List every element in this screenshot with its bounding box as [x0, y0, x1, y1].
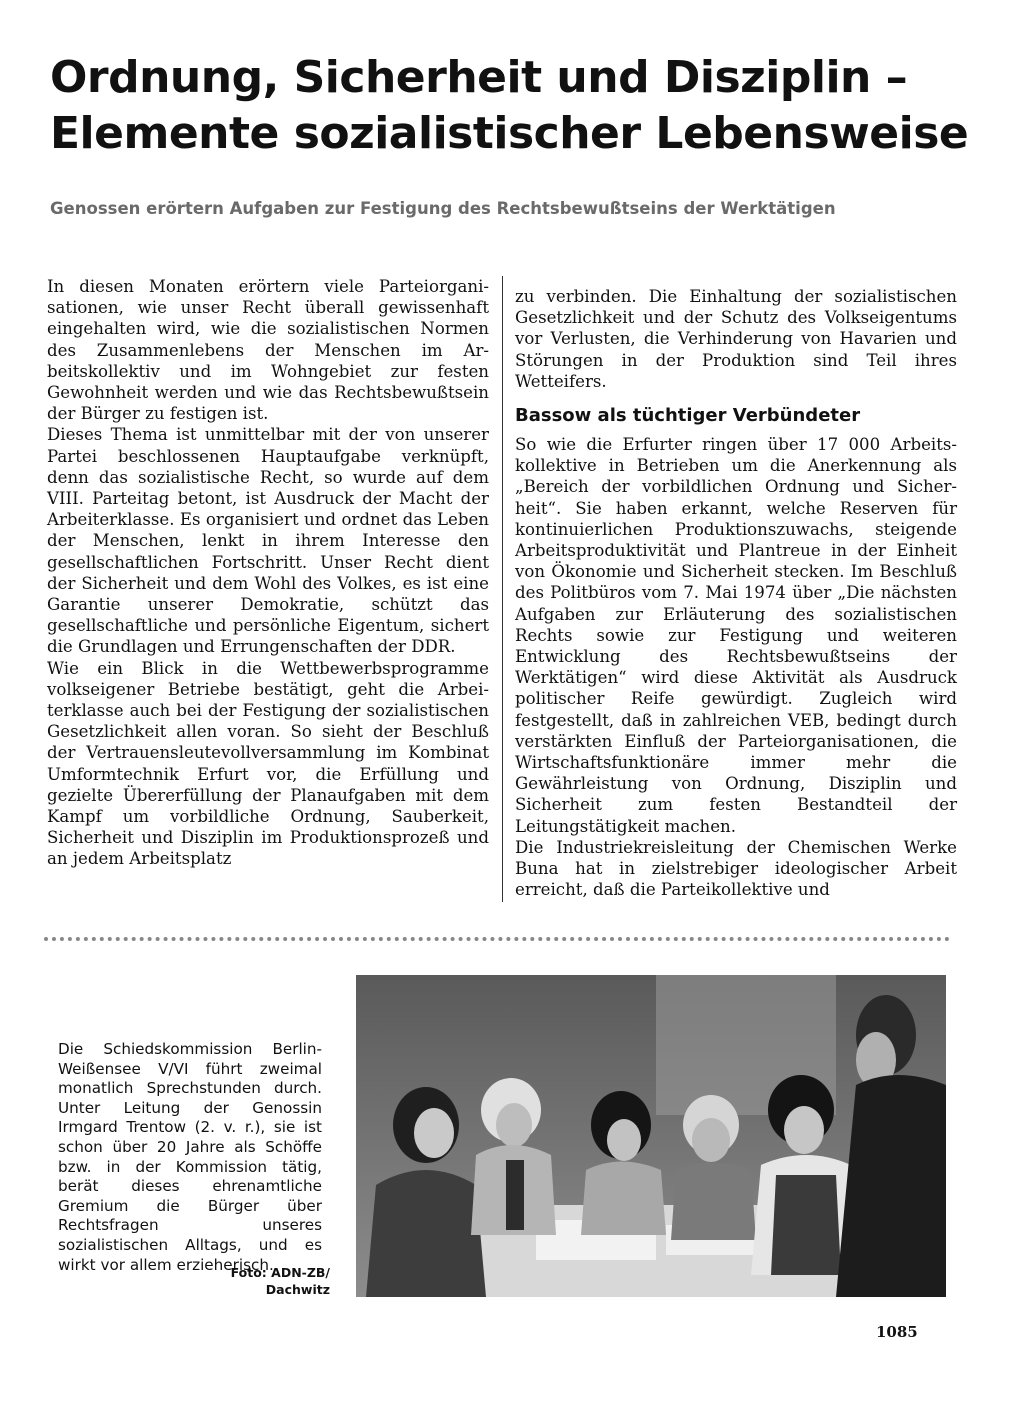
body-paragraph: Wie ein Blick in die Wettbewerbsprogramme volkseigener Betriebe bestätigt, geht die Arbeiterklasse auch bei der Festigung der sozialistischen Gesetzlichkeit allen voran. So sieht der Beschluß der Vertrauensleutevollversammlung im Kombinat Umformtechnik Erfurt vor, die Erfüllung und gezielte Übererfüllung der Planaufgaben mit dem Kampf um vorbildliche Ordnung, Sauberkeit, Sicherheit und Disziplin im Produktionsprozeß und an jedem Arbeitsplatz [47, 658, 489, 869]
page-number: 1085 [876, 1323, 918, 1341]
body-paragraph: Die Industriekreisleitung der Chemischen Werke Buna hat in zielstrebiger ideologischer Arbeit erreicht, daß die Parteikollektive und [515, 837, 957, 900]
body-paragraph: Dieses Thema ist unmittelbar mit der von unserer Partei beschlossenen Hauptaufgabe verknüpft, denn das sozialistische Recht, so wurde auf dem VIII. Parteitag betont, ist Ausdruck der Macht der Arbeiterklasse. Es organisiert und ordnet das Leben der Menschen, lenkt in ihrem Interesse den gesellschaftlichen Fortschritt. Unser Recht dient der Sicherheit und dem Wohl des Volkes, es ist eine Garantie unserer Demokratie, schützt das gesellschaftliche und persönliche Eigentum, sichert die Grundlagen und Errungenschaften der DDR. [47, 425, 489, 657]
body-paragraph: zu verbinden. Die Einhaltung der sozialistischen Gesetzlichkeit und der Schutz des Volkseigentums vor Verlusten, die Verhinderung von Havarien und Störungen in der Produktion sind Teil ihres Wetteifers. [515, 287, 957, 391]
article-subheadline: Genossen erörtern Aufgaben zur Festigung des Rechtsbewußtseins der Werktätigen [50, 199, 836, 218]
photo-caption: Die Schiedskommission Berlin-Weißensee V/VI führt zweimal monatlich Sprechstunden durch. Unter Leitung der Genossin Irmgard Trentow (2. v. r.), sie ist schon über 20 Jahre als Schöffe bzw. in der Kommission tätig, berät dieses ehrenamtliche Gremium die Bürger über Rechtsfragen unseres sozialistischen Alltags, und es wirkt vor allem erzieherisch. [58, 1040, 322, 1274]
meeting-photo [356, 975, 946, 1297]
meeting-photo-illustration [356, 975, 946, 1297]
photo-credit-line-1: Foto: ADN-ZB/ [230, 1265, 330, 1280]
photo-credit [210, 1264, 330, 1298]
section-divider [44, 937, 950, 941]
photo-credit-line-2: Dachwitz [265, 1282, 330, 1297]
right-text-column [515, 286, 957, 900]
column-divider [502, 276, 503, 902]
body-paragraph: So wie die Erfurter ringen über 17 000 Arbeitskollektive in Betrieben um die Anerkennung als „Bereich der vorbildlichen Ordnung und Sicherheit“. Sie haben erkannt, welche Reserven für kontinuierlichen Produktionszuwachs, steigende Arbeitsproduktivität und Plantreue in der Einheit von Ökonomie und Sicherheit stecken. Im Beschluß des Politbüros vom 7. Mai 1974 über „Die nächsten Aufgaben zur Erläuterung des sozialistischen Rechts sowie zur Festigung und weiteren Entwicklung des Rechtsbewußtseins der Werktätigen“ wird diese Aktivität als Ausdruck politischer Reife gewürdigt. Zugleich wird festgestellt, daß in zahlreichen VEB, bedingt durch verstärkten Einfluß der Parteiorganisationen, die Wirtschaftsfunktionäre immer mehr die Gewährleistung von Ordnung, Disziplin und Sicherheit zum festen Bestandteil der Leitungstätigkeit machen. [515, 435, 957, 836]
article-headline [50, 50, 1000, 162]
body-paragraph: In diesen Monaten erörtern viele Parteiorganisationen, wie unser Recht überall gewissenhaft eingehalten wird, wie die sozialistischen Normen des Zusammenlebens der Menschen im Arbeitskollektiv und im Wohngebiet zur festen Gewohnheit werden und wie das Rechtsbewußtsein der Bürger zu festigen ist. [47, 277, 489, 424]
left-text-column [47, 276, 489, 870]
headline-line-1: Ordnung, Sicherheit und Disziplin – [50, 52, 908, 103]
headline-line-2: Elemente sozialistischer Lebensweise [50, 108, 969, 159]
section-heading: Bassow als tüchtiger Verbündeter [515, 405, 861, 427]
